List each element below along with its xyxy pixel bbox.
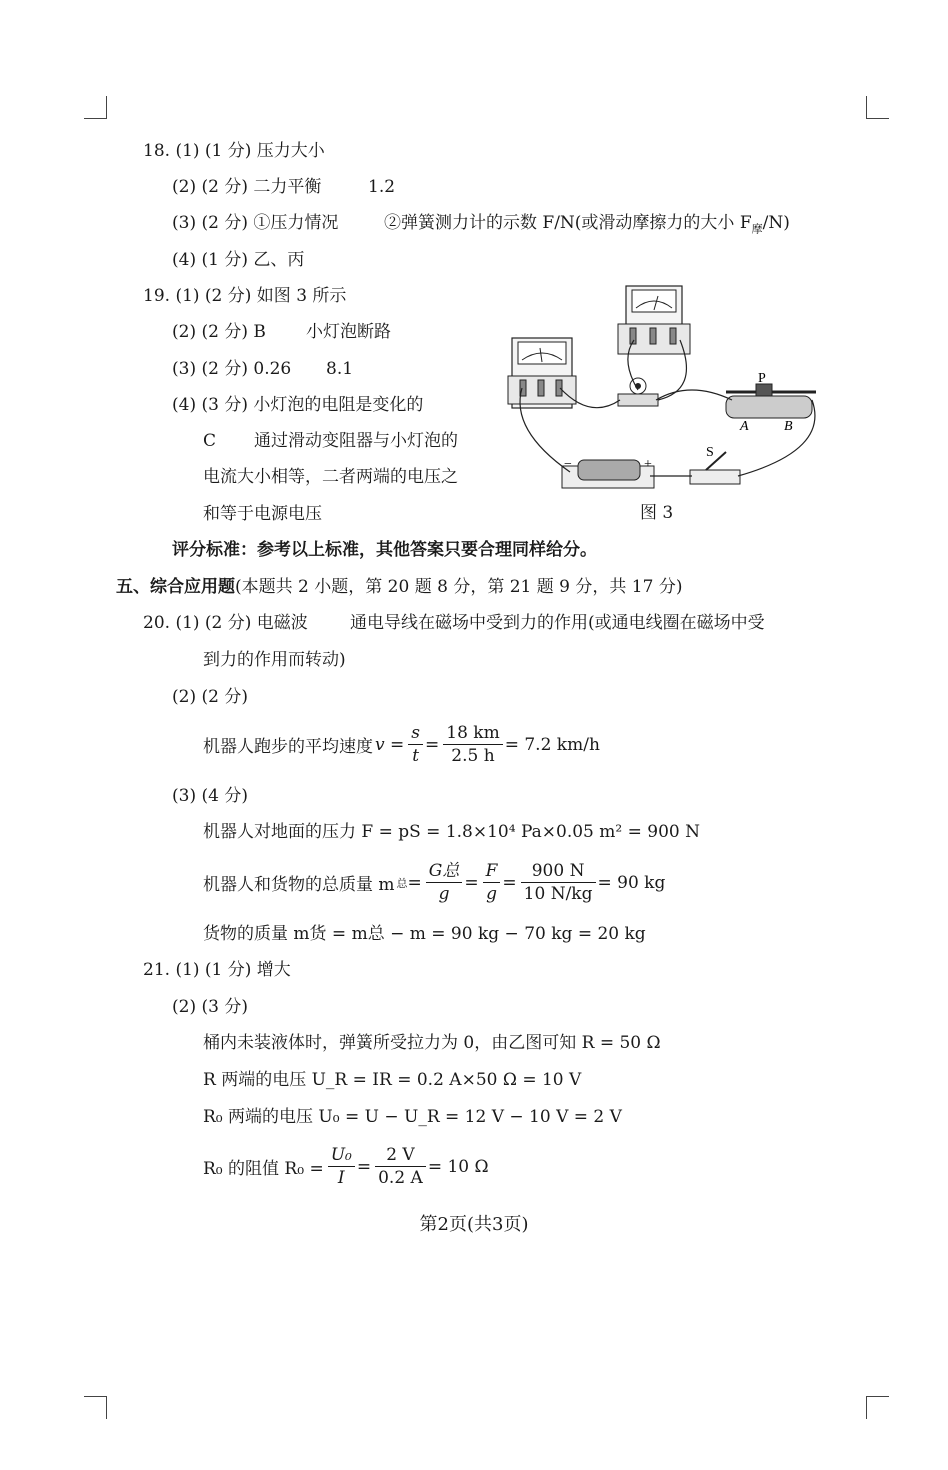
q21-step-a: 桶内未装液体时，弹簧所受拉力为 0，由乙图可知 R = 50 Ω: [203, 1033, 661, 1053]
figure-3-caption: 图 3: [640, 503, 674, 523]
section-5-title: 五、综合应用题: [116, 577, 235, 597]
section-5-desc: (本题共 2 小题，第 20 题 8 分，第 21 题 9 分，共 17 分): [235, 577, 683, 597]
lamp: [618, 378, 658, 406]
res-label: R₀ 的阻值 R₀ =: [203, 1159, 324, 1179]
q20-line-2: 到力的作用而转动): [203, 650, 346, 670]
crop-mark-top-left: [84, 96, 107, 119]
speed-den-1: t: [412, 746, 420, 766]
fig-label-a: A: [740, 419, 749, 434]
q19-line-5a: C: [203, 431, 217, 451]
q20-mass-equation: 机器人和货物的总质量 m 总 = $\frac{\text{G总}}{g}$ = $\frac{F}{g}$ = $\frac{900 N}{10 N/kg}$ = 90 kg: [203, 861, 666, 904]
q18-line-3a: (3) (2 分) ①压力情况: [172, 213, 339, 233]
mass-result: = 90 kg: [597, 872, 666, 893]
res-result: = 10 Ω: [427, 1156, 489, 1177]
voltmeter: [618, 286, 690, 354]
q19-line-5b: 通过滑动变阻器与小灯泡的: [254, 431, 458, 451]
q20-line-1a: 20. (1) (2 分) 电磁波: [143, 613, 308, 633]
grading-text: 评分标准：参考以上标准，其他答案只要合理同样给分。: [172, 540, 597, 560]
speed-label: 机器人跑步的平均速度: [203, 737, 373, 757]
res-num-1: U₀: [328, 1144, 355, 1167]
fig-label-minus: −: [564, 457, 572, 472]
q20-force: 机器人对地面的压力 F = pS = 1.8×10⁴ Pa×0.05 m² = 900 N: [203, 822, 700, 842]
mass-den-3: 10 N/kg: [523, 884, 593, 904]
q21-line-1: 21. (1) (1 分) 增大: [143, 960, 291, 980]
res-den-2: 0.2 A: [378, 1168, 423, 1188]
page-footer: 第2页(共3页): [419, 1214, 529, 1235]
q18-line-3b-end: /N): [762, 213, 790, 233]
q18-line-4: (4) (1 分) 乙、丙: [172, 250, 305, 270]
crop-mark-top-right: [866, 96, 889, 119]
q19-line-2b: 小灯泡断路: [306, 322, 391, 342]
mass-label: 机器人和货物的总质量 m: [203, 875, 395, 895]
rheostat: [726, 384, 816, 418]
battery: [562, 460, 654, 488]
q21-resistance-equation: R₀ 的阻值 R₀ = $\frac{\text{U₀}}{I}$ = $\frac{2 V}{0.2 A}$ = 10 Ω: [203, 1145, 489, 1188]
speed-den-2: 2.5 h: [451, 746, 495, 766]
q18-line-1: 18. (1) (1 分) 压力大小: [143, 141, 325, 161]
q19-line-1: 19. (1) (2 分) 如图 3 所示: [143, 286, 347, 306]
q18-line-2a: (2) (2 分) 二力平衡: [172, 177, 322, 197]
speed-v: v =: [375, 734, 405, 755]
fig-label-p: P: [758, 371, 766, 386]
mass-sub: 总: [396, 876, 408, 890]
mass-num-2: F: [483, 860, 501, 883]
speed-frac-2: [443, 722, 502, 767]
q18-line-3b-text: ②弹簧测力计的示数 F/N(或滑动摩擦力的大小 F: [384, 213, 752, 233]
mass-frac-1: [426, 860, 463, 905]
q21-step-b: R 两端的电压 U_R = IR = 0.2 A×50 Ω = 10 V: [203, 1070, 582, 1090]
q19-line-3b: 8.1: [326, 359, 354, 379]
q21-step-c: R₀ 两端的电压 U₀ = U − U_R = 12 V − 10 V = 2 V: [203, 1107, 622, 1127]
speed-num-1: s: [408, 722, 423, 745]
res-den-1: I: [337, 1168, 345, 1188]
mass-num-3: 900 N: [521, 860, 596, 883]
q19-line-4: (4) (3 分) 小灯泡的电阻是变化的: [172, 395, 424, 415]
mass-frac-3: [521, 860, 596, 905]
speed-num-2: 18 km: [443, 722, 502, 745]
res-frac-1: [328, 1144, 355, 1189]
speed-frac-1: [408, 722, 423, 767]
q19-line-3a: (3) (2 分) 0.26: [172, 359, 292, 379]
crop-mark-bottom-left: [84, 1396, 107, 1419]
mass-den-1: g: [438, 884, 450, 904]
q18-line-3b: [384, 212, 790, 240]
q20-part-3: (3) (4 分): [172, 786, 248, 806]
ammeter: [508, 338, 576, 408]
mass-frac-2: [483, 860, 501, 905]
q20-line-1b: 通电导线在磁场中受到力的作用(或通电线圈在磁场中受: [350, 613, 765, 633]
q19-line-2a: (2) (2 分) B: [172, 322, 266, 342]
q21-part-2: (2) (3 分): [172, 997, 248, 1017]
grading-note: [172, 539, 597, 561]
mass-num-1: G总: [426, 860, 463, 883]
section-5-heading: [116, 576, 682, 598]
res-num-2: 2 V: [375, 1144, 426, 1167]
q18-line-3b-sub: 摩: [751, 222, 763, 236]
res-frac-2: [375, 1144, 426, 1189]
mass-den-2: g: [486, 884, 497, 904]
circuit-diagram: [500, 280, 825, 500]
q20-part-2: (2) (2 分): [172, 687, 248, 707]
speed-result: = 7.2 km/h: [504, 734, 600, 755]
q20-speed-equation: 机器人跑步的平均速度 v = $\frac{s}{t}$ = $\frac{18 km}{2.5 h}$ = 7.2 km/h: [203, 723, 600, 766]
switch: [690, 452, 740, 484]
fig-label-s: S: [706, 445, 714, 460]
q18-line-2b: 1.2: [368, 177, 396, 197]
q20-cargo: 货物的质量 m货 = m总 − m = 90 kg − 70 kg = 20 kg: [203, 924, 646, 944]
fig-label-plus: +: [644, 457, 652, 472]
fig-label-b: B: [784, 419, 793, 434]
q19-line-6: 电流大小相等，二者两端的电压之: [203, 467, 458, 487]
crop-mark-bottom-right: [866, 1396, 889, 1419]
q19-line-7: 和等于电源电压: [203, 504, 322, 524]
